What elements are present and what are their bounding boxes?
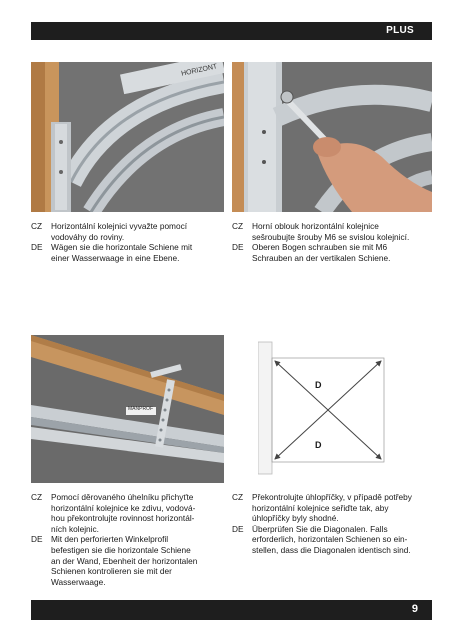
- product-label-text: MANPROF: [128, 406, 153, 412]
- page-number: 9: [411, 603, 418, 615]
- lang-cz: CZ: [232, 492, 244, 502]
- caption-text-de: Mit den perforierten Winkelprofil: [51, 534, 169, 545]
- caption-text-cz: Horizontální kolejnici vyvažte pomocí: [51, 221, 188, 231]
- caption-wrench-bolts: [232, 221, 432, 263]
- photo-rail-level: [31, 62, 224, 212]
- lang-de: DE: [232, 242, 244, 253]
- caption-text-de: Schienen kontrolieren sie mit der: [51, 566, 172, 577]
- caption-text-cz: hou překontrolujte rovinnost horizontál-: [51, 513, 195, 524]
- diagonal-label: D: [315, 440, 322, 450]
- caption-text-de: erforderlich, horizontalen Schienen so ein-: [252, 534, 408, 545]
- photo-wrench-illustration: [232, 62, 432, 212]
- caption-text-de: Schrauben an der vertikalen Schiene.: [252, 252, 391, 263]
- footer-bar: [31, 600, 432, 620]
- caption-text-cz: horizontální kolejnice ke zdivu, vodová-: [51, 502, 196, 513]
- caption-text-de: Wasserwaage.: [51, 576, 106, 587]
- diagonal-label: D: [315, 380, 322, 390]
- caption-text-cz: vodováhy do roviny.: [51, 231, 125, 242]
- photo-perforated-bracket: [31, 335, 224, 483]
- caption-text-de: Wägen sie die horizontale Schiene mit: [51, 242, 193, 253]
- level-text: HORIZONT: [180, 63, 218, 78]
- caption-text-cz: sešroubujte šrouby M6 se svislou kolejnicí.: [252, 231, 410, 242]
- lang-cz: CZ: [31, 492, 43, 502]
- photo-wrench-bolts: [232, 62, 432, 212]
- lang-cz: CZ: [232, 221, 244, 231]
- caption-text-cz: Horní oblouk horizontální kolejnice: [252, 221, 379, 231]
- caption-text-de: Überprüfen Sie die Diagonalen. Falls: [252, 523, 388, 534]
- lang-de: DE: [31, 242, 43, 253]
- caption-rail-level: [31, 221, 231, 263]
- diagram-diagonals: [258, 340, 398, 480]
- lang-de: DE: [31, 534, 43, 545]
- caption-text-de: Oberen Bogen schrauben sie mit M6: [252, 242, 388, 253]
- caption-perforated-bracket: [31, 492, 231, 587]
- photo-rail-level-illustration: [31, 62, 224, 212]
- caption-text-de: an der Wand, Ebenheit der horizontalen: [51, 555, 198, 566]
- caption-text-cz: Překontrolujte úhlopříčky, v případě potřeby: [252, 492, 412, 502]
- lang-de: DE: [232, 523, 244, 534]
- header-bar: [31, 22, 432, 40]
- caption-text-cz: úhlopříčky byly shodné.: [252, 513, 339, 524]
- header-title: PLUS: [386, 25, 414, 36]
- caption-text-cz: ních kolejnic.: [51, 523, 99, 534]
- caption-text-de: befestigen sie die horizontale Schiene: [51, 544, 191, 555]
- caption-diagonals: [232, 492, 437, 556]
- lang-cz: CZ: [31, 221, 43, 231]
- caption-text-cz: horizontální kolejnice seřiďte tak, aby: [252, 502, 389, 513]
- caption-text-de: stellen, dass die Diagonalen identisch sind.: [252, 544, 411, 555]
- caption-text-de: einer Wasserwaage in eine Ebene.: [51, 252, 180, 263]
- diagonals-drawing: [258, 340, 398, 480]
- caption-text-cz: Pomocí děrovaného úhelníku přichyťte: [51, 492, 194, 502]
